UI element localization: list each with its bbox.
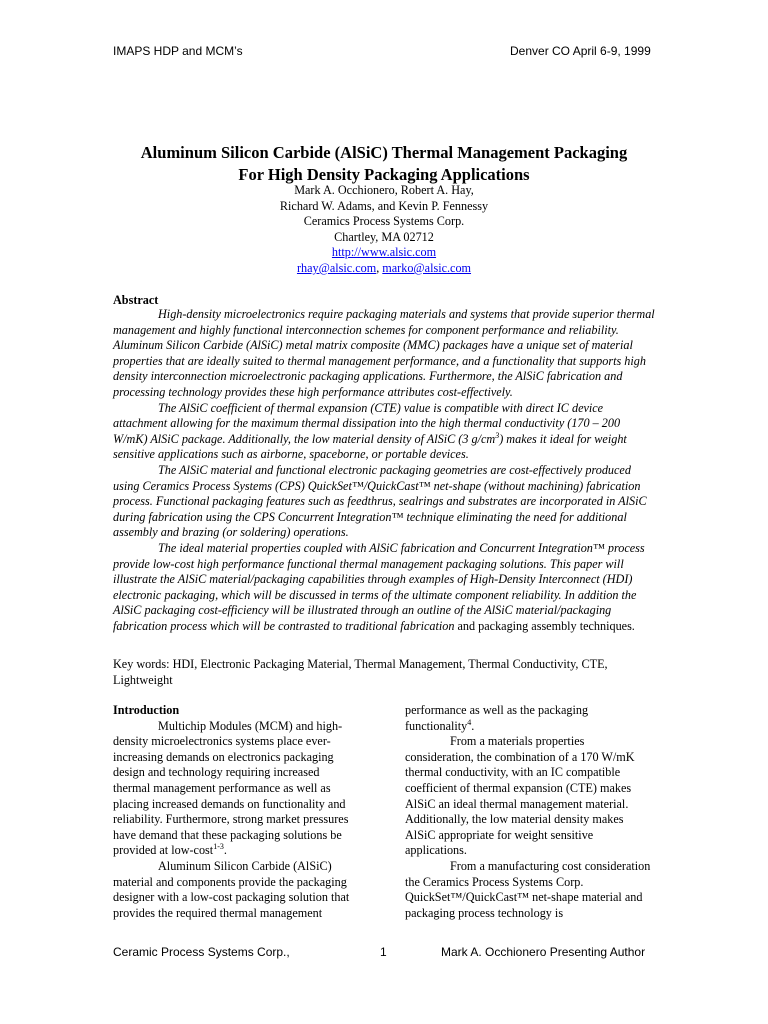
running-header-right: Denver CO April 6-9, 1999 <box>510 44 651 58</box>
right-paragraph-3: From a manufacturing cost consideration the Ceramics Process Systems Corp. QuickSet™/QuickCast™ net-shape material and packaging process technology is <box>405 858 651 920</box>
abstract-paragraph-1: High-density microelectronics require packaging materials and systems that provide superior thermal management and highly functional interconnection schemes for component performance and reliability. Aluminum Silicon Carbide (AlSiC) metal matrix composite (MMC) packages have a unique set of material properties that are ideally suited to thermal management performance, and a functionality that supports high density interconnection microelectronic packaging applications. Furthermore, the AlSiC fabrication and processing technology provides these high performance attributes cost-effectively. <box>113 307 655 399</box>
intro-paragraph-1 <box>113 719 359 859</box>
right-column <box>405 703 653 921</box>
intro-p1-text-end: . <box>223 843 227 858</box>
abstract-p4-plain: and packaging assembly techniques. <box>454 618 635 633</box>
abstract-p2-superscript: 3 <box>495 430 500 440</box>
abstract-paragraph-3: The AlSiC material and functional electronic packaging geometries are cost-effectively produced using Ceramics Process Systems (CPS) QuickSet™/QuickCast™ net-shape (without machining) fabrication process. Functional packaging features such as feedthrus, sealrings and substrates are incorporated in AlSiC during fabrication using the CPS Concurrent Integration™ technique eliminating the need for additional assembly and brazing (or soldering) operations. <box>113 462 647 540</box>
paper-title <box>100 142 668 186</box>
abstract-p2-text: The AlSiC coefficient of thermal expansion (CTE) value is compatible with direct IC device attachment allowing for the maximum thermal dissipation into the high thermal conductivity (170 – 200 W/mK) AlSiC package. Additionally, the low material density of AlSiC (3 g/cm <box>113 400 621 446</box>
footer-right: Mark A. Occhionero Presenting Author <box>441 945 646 959</box>
affiliation: Ceramics Process Systems Corp. <box>303 214 465 229</box>
left-column <box>113 703 359 921</box>
email-link-rhay[interactable]: rhay@alsic.com <box>296 260 377 275</box>
running-header-left: IMAPS HDP and MCM’s <box>113 44 243 58</box>
abstract-paragraph-4 <box>113 541 655 635</box>
right-p1-text: performance as well as the packaging functionality <box>405 703 589 733</box>
email-line <box>100 261 668 277</box>
authors-line-1: Mark A. Occhionero, Robert A. Hay, <box>294 183 474 197</box>
introduction-heading: Introduction <box>113 703 180 717</box>
title-line-1: Aluminum Silicon Carbide (AlSiC) Thermal Management Packaging <box>140 143 628 162</box>
email-link-marko[interactable]: marko@alsic.com <box>382 260 472 275</box>
address: Chartley, MA 02712 <box>334 229 434 244</box>
website-link[interactable]: http://www.alsic.com <box>331 245 437 260</box>
footer-left: Ceramic Process Systems Corp., <box>113 945 290 959</box>
intro-p1-superscript: 1-3 <box>213 842 224 852</box>
abstract-p4-italic: The ideal material properties coupled with AlSiC fabrication and Concurrent Integration™ process provide low-cost high performance functional thermal management packaging solutions. This paper will illustrate the AlSiC material/packaging capabilities through examples of High-Density Interconnect (HDI) electronic packaging, which will be discussed in terms of the ultimate component reliability. In addition the AlSiC packaging cost-efficiency will be illustrated through an outline of the AlSiC material/packaging fabrication process which will be contrasted to traditional fabrication <box>113 540 645 633</box>
author-block <box>100 183 668 277</box>
email-separator: , <box>376 260 380 275</box>
abstract-paragraph-2 <box>113 401 655 463</box>
intro-paragraph-2: Aluminum Silicon Carbide (AlSiC) material and components provide the packaging designer with a low-cost packaging solution that provides the required thermal management <box>113 858 350 920</box>
abstract-heading: Abstract <box>113 293 159 307</box>
title-line-2: For High Density Packaging Applications <box>238 165 530 184</box>
intro-p1-text: Multichip Modules (MCM) and high-density microelectronics systems place ever-increasing demands on electronics packaging design and technology requiring increased thermal management performance as well as placing increased demands on functionality and reliability. Furthermore, strong market pressures have demand that these packaging solutions be provided at low-cost <box>113 718 349 858</box>
right-p1-superscript: 4 <box>467 717 472 727</box>
right-p1-text-end: . <box>471 718 475 733</box>
abstract-body <box>113 307 655 634</box>
page-number: 1 <box>380 945 387 959</box>
right-paragraph-1 <box>405 703 653 734</box>
authors-line-2: Richard W. Adams, and Kevin P. Fennessy <box>279 198 489 213</box>
abstract-p2-text-end: ) makes it ideal for weight sensitive applications such as airborne, spaceborne, or portable devices. <box>113 431 627 462</box>
keywords: Key words: HDI, Electronic Packaging Material, Thermal Management, Thermal Conductivity, CTE, Lightweight <box>113 657 608 687</box>
right-paragraph-2: From a materials properties consideration, the combination of a 170 W/mK thermal conductivity, with an IC compatible coefficient of thermal expansion (CTE) makes AlSiC an ideal thermal management material. Additionally, the low material density makes AlSiC appropriate for weight sensitive applications. <box>405 734 635 858</box>
